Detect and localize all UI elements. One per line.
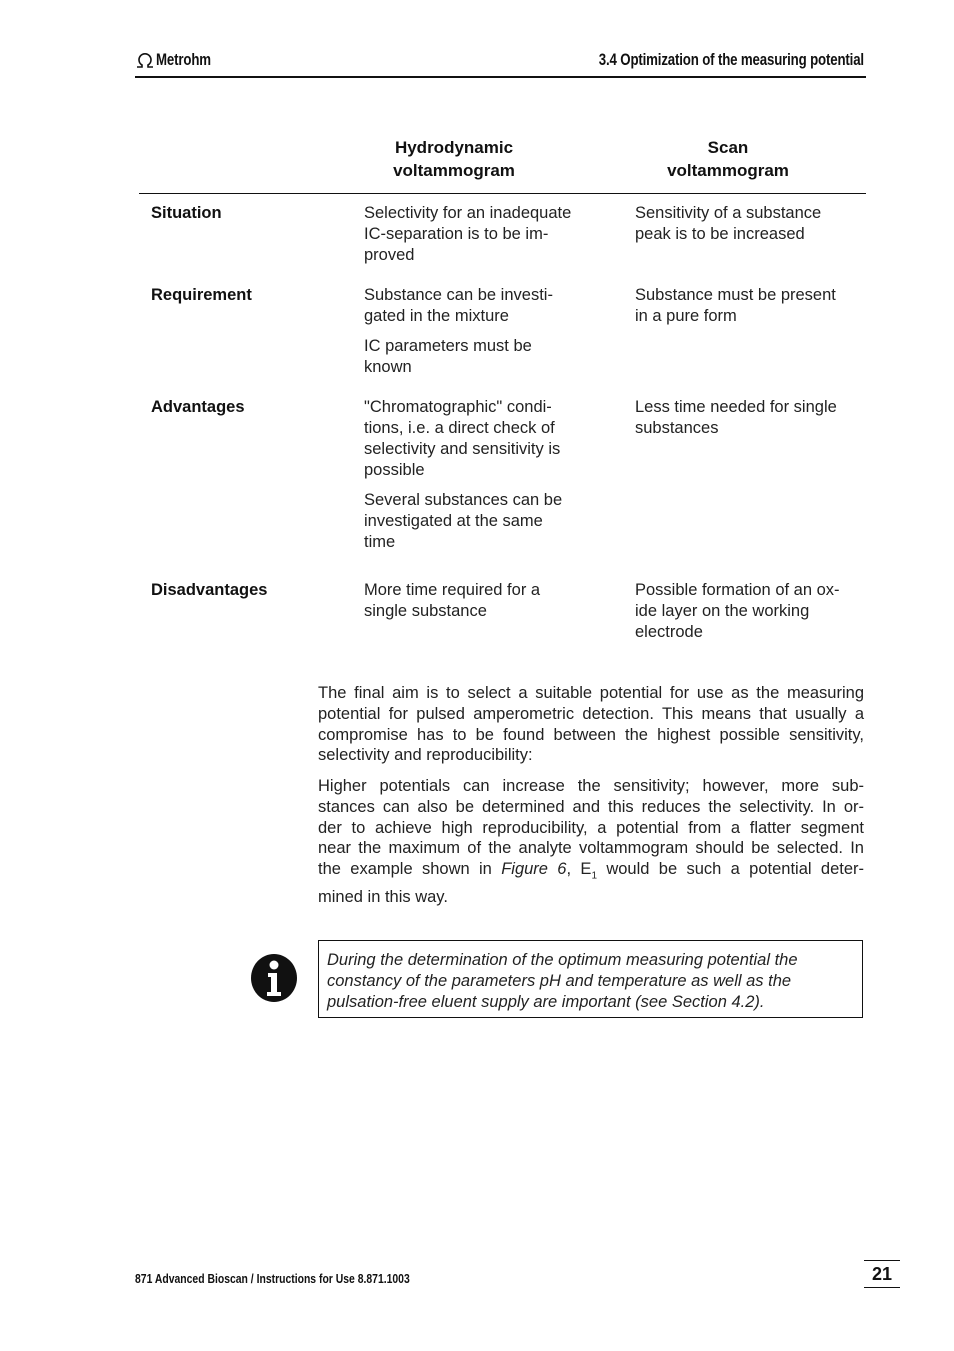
text-line: IC parameters must be — [364, 337, 532, 355]
col-header-line: voltammogram — [393, 161, 515, 180]
footer-doc-title: 871 Advanced Bioscan / Instructions for Use 8.871.1003 — [135, 1271, 410, 1286]
paragraph-aim — [318, 683, 864, 766]
paragraph-potentials — [318, 776, 864, 908]
row-label: Disadvantages — [151, 581, 268, 599]
table-cell-paragraph — [635, 397, 837, 439]
brand-name: Metrohm — [156, 50, 211, 69]
col-header-line: Scan — [707, 138, 749, 157]
text-line: Sensitivity of a substance — [635, 204, 822, 222]
section-title: 3.4 Optimization of the measuring potential — [598, 50, 864, 69]
subscript: 1 — [591, 870, 597, 882]
text: the example shown in — [318, 860, 502, 879]
text-line: tions, i.e. a direct check of — [364, 419, 555, 437]
text-line: Several substances can be — [364, 491, 563, 509]
text-line: stances can also be determined and this reduces the selectivity. In or- — [318, 797, 864, 816]
text-line: Possible formation of an ox- — [635, 581, 840, 599]
text-line: "Chromatographic" condi- — [364, 398, 552, 416]
text-line: time — [364, 533, 396, 551]
text-line: peak is to be increased — [635, 225, 805, 243]
table-cell-paragraph — [364, 397, 560, 481]
text-line: selectivity and reproducibility: — [318, 746, 533, 765]
text-line — [318, 859, 864, 887]
text-line: near the maximum of the analyte voltammogram should be selected. In — [318, 839, 864, 858]
text-line: Substance must be present — [635, 286, 836, 304]
info-note: During the determination of the optimum measuring potential the constancy of the parameters pH and temperature as well as the pulsation-free eluent supply are important (see Section 4.2). — [318, 940, 863, 1018]
table-cell-paragraph — [635, 285, 836, 327]
text-line: compromise has to be found between the highest possible sensitivity, — [318, 725, 864, 744]
col-header-scan — [598, 136, 858, 182]
text-line: The final aim is to select a suitable potential for use as the measuring — [318, 684, 864, 702]
page-number: 21 — [864, 1260, 900, 1288]
omega-icon — [135, 51, 155, 69]
table-header-rule — [139, 193, 866, 194]
table-cell-paragraph — [364, 490, 562, 553]
table-cell-paragraph — [364, 203, 571, 266]
text-line: potential for pulsed amperometric detection. This means that usually a — [318, 704, 864, 723]
text-line: substances — [635, 419, 719, 437]
text-line: selectivity and sensitivity is — [364, 440, 561, 458]
text-line: Higher potentials can increase the sensitivity; however, more sub- — [318, 777, 864, 795]
table-cell-paragraph — [635, 580, 840, 643]
text-line: mined in this way. — [318, 888, 448, 907]
figure-reference: Figure 6 — [501, 860, 567, 879]
text-line: der to achieve high reproducibility, a potential from a flatter segment — [318, 818, 864, 837]
metrohm-logo — [135, 50, 226, 70]
text-line: possible — [364, 461, 425, 479]
text-line: proved — [364, 246, 415, 264]
text-line: ide layer on the working — [635, 602, 810, 620]
col-header-line: voltammogram — [667, 161, 789, 180]
table-cell-paragraph — [364, 336, 532, 378]
text-line: single substance — [364, 602, 487, 620]
text-line: Substance can be investi- — [364, 286, 553, 304]
text: , E — [566, 860, 592, 879]
table-cell-paragraph — [364, 580, 540, 622]
text: would be such a potential deter- — [597, 860, 865, 879]
info-icon — [250, 953, 298, 1008]
text-line: Less time needed for single — [635, 398, 837, 416]
text-line: IC-separation is to be im- — [364, 225, 549, 243]
table-cell-paragraph — [635, 203, 821, 245]
row-label: Situation — [151, 204, 222, 222]
text-line: electrode — [635, 623, 703, 641]
text-line: investigated at the same — [364, 512, 543, 530]
text-line: More time required for a — [364, 581, 541, 599]
col-header-line: Hydrodynamic — [394, 138, 514, 157]
table-cell-paragraph — [364, 285, 553, 327]
col-header-hydrodynamic — [324, 136, 584, 182]
text-line: in a pure form — [635, 307, 737, 325]
header-rule — [135, 76, 866, 78]
text-line: gated in the mixture — [364, 307, 509, 325]
row-label: Advantages — [151, 398, 245, 416]
row-label: Requirement — [151, 286, 252, 304]
text-line: known — [364, 358, 412, 376]
text-line: Selectivity for an inadequate — [364, 204, 572, 222]
